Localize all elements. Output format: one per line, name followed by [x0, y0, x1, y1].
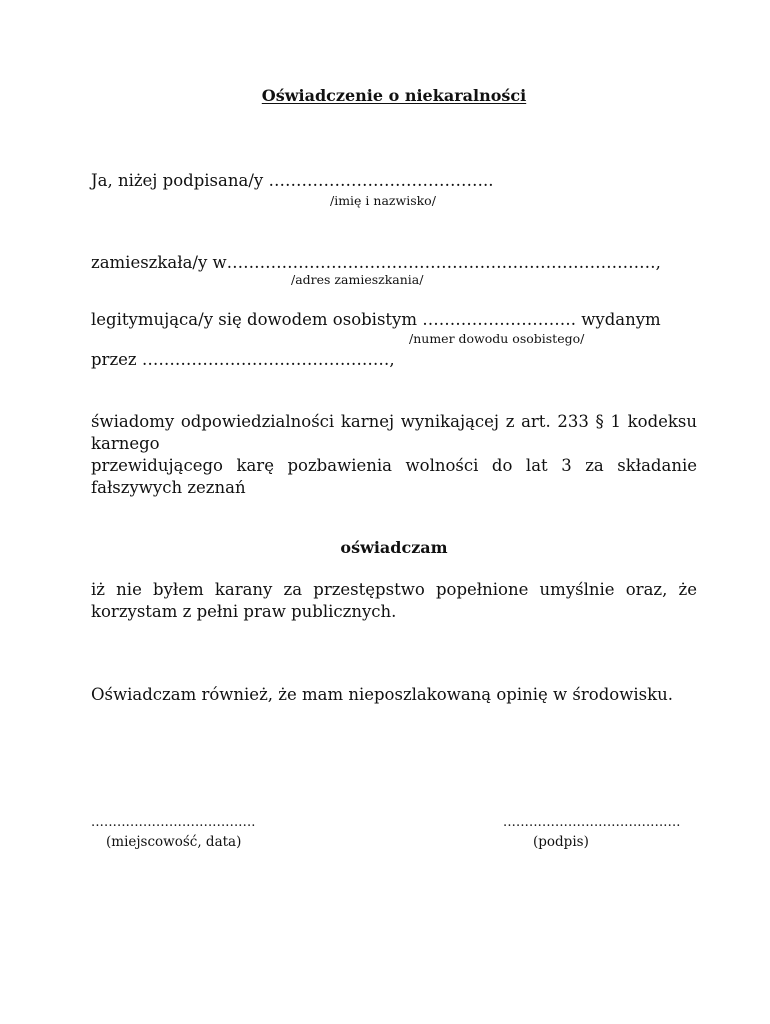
awareness-paragraph: [91, 411, 697, 499]
awareness-row: fałszywych zeznań: [91, 478, 246, 497]
declare-heading: oświadczam: [340, 538, 448, 557]
issued-by-line: przez ………………………………………,: [91, 350, 395, 369]
opinion-statement: Oświadczam również, że mam nieposzlakowaną opinię w środowisku.: [91, 685, 673, 704]
awareness-row: przewidującego karę pozbawienia wolności do lat 3 za składanie: [91, 456, 697, 475]
address-line: zamieszkała/y w……………………………………………………………………,: [91, 253, 661, 272]
statement-row: korzystam z pełni praw publicznych.: [91, 602, 397, 621]
id-document-hint: /numer dowodu osobistego/: [409, 331, 585, 346]
statement-paragraph: [91, 579, 697, 623]
place-date-label: (miejscowość, data): [106, 834, 242, 850]
signature-label: (podpis): [533, 834, 589, 850]
id-document-line: legitymująca/y się dowodem osobistym ………………………. wydanym: [91, 310, 661, 329]
address-hint: /adres zamieszkania/: [291, 272, 424, 287]
document-title: Oświadczenie o niekaralności: [261, 86, 527, 105]
awareness-row: świadomy odpowiedzialności karnej wynikającej z art. 233 § 1 kodeksu: [91, 412, 697, 431]
awareness-row: karnego: [91, 434, 160, 453]
name-hint: /imię i nazwisko/: [330, 193, 436, 208]
place-date-dots: ......................................: [91, 815, 256, 830]
statement-row: iż nie byłem karany za przestępstwo popełnione umyślnie oraz, że: [91, 580, 697, 599]
name-line: Ja, niżej podpisana/y …………………………………..: [91, 171, 494, 190]
signature-dots: .........................................: [503, 815, 681, 830]
